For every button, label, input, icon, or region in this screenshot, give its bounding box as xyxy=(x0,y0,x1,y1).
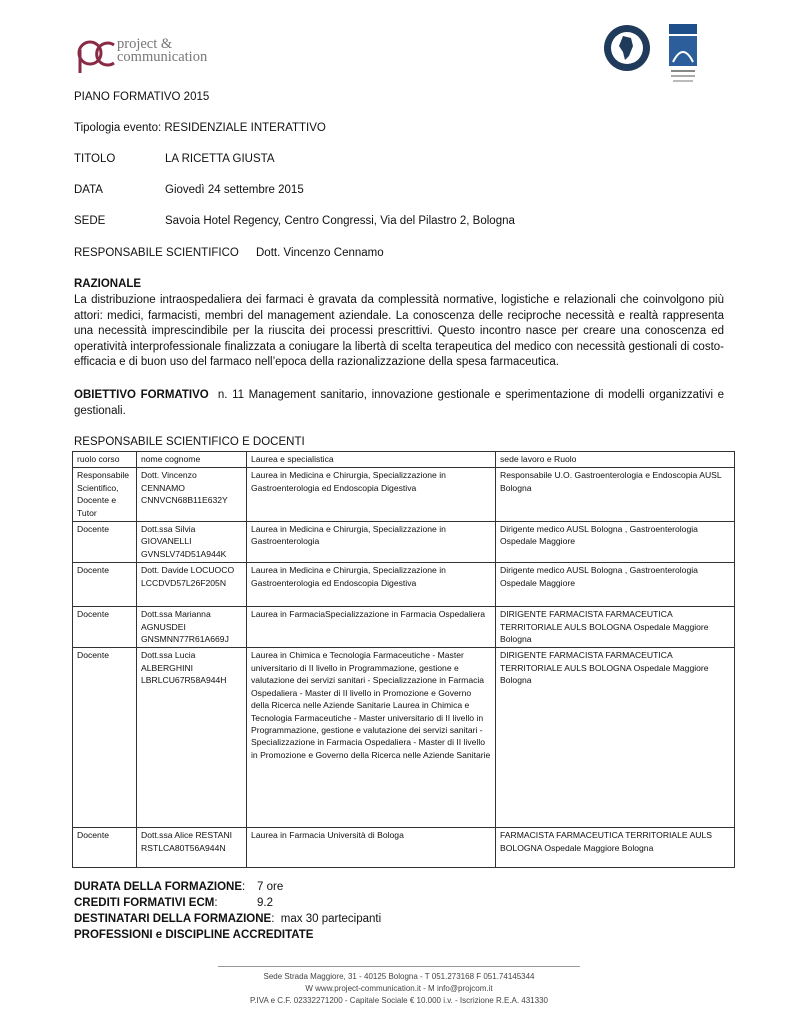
destinatari-value: max 30 partecipanti xyxy=(280,913,382,925)
cell-ruolo: Docente xyxy=(73,563,137,607)
cell-laurea: Laurea in Medicina e Chirurgia, Specializzazione in Gastroenterologia ed Endoscopia Digestiva xyxy=(247,563,496,607)
destinatari-label: DESTINATARI DELLA FORMAZIONE xyxy=(74,913,272,925)
piano-formativo: PIANO FORMATIVO 2015 xyxy=(74,91,210,103)
data-value: Giovedì 24 settembre 2015 xyxy=(165,184,304,196)
footer-legal: P.IVA e C.F. 02332271200 - Capitale Sociale € 10.000 i.v. - Iscrizione R.E.A. 431330 xyxy=(250,996,548,1005)
header-sede: sede lavoro e Ruolo xyxy=(496,452,735,468)
cell-laurea: Laurea in FarmaciaSpecializzazione in Farmacia Ospedaliera xyxy=(247,607,496,648)
table-row xyxy=(73,648,735,828)
header-ruolo: ruolo corso xyxy=(73,452,137,468)
cell-sede: DIRIGENTE FARMACISTA FARMACEUTICA TERRITORIALE AULS BOLOGNA Ospedale Maggiore Bologna xyxy=(496,648,735,828)
accredia-seal-icon xyxy=(603,24,651,72)
header-laurea: Laurea e specialistica xyxy=(247,452,496,468)
cell-ruolo: Docente xyxy=(73,648,137,828)
obiettivo-heading: OBIETTIVO FORMATIVO xyxy=(74,389,209,401)
responsabile-label: RESPONSABILE SCIENTIFICO xyxy=(74,247,239,259)
crediti-value: 9.2 xyxy=(257,897,273,909)
cell-nome: Dott.ssa Lucia ALBERGHINI LBRLCU67R58A944H xyxy=(137,648,247,828)
titolo-label: TITOLO xyxy=(74,153,116,165)
cell-ruolo: Docente xyxy=(73,828,137,868)
cell-sede: Responsabile U.O. Gastroenterologia e Endoscopia AUSL Bologna xyxy=(496,468,735,522)
pc-monogram-icon xyxy=(76,36,116,74)
cell-nome: Dott.ssa Alice RESTANI RSTLCA80T56A944N xyxy=(137,828,247,868)
cell-laurea: Laurea in Farmacia Università di Bologa xyxy=(247,828,496,868)
table-row xyxy=(73,522,735,563)
table-row xyxy=(73,563,735,607)
table-row xyxy=(73,468,735,522)
obiettivo-text: n. 11 Management sanitario, innovazione gestionale e sperimentazione di modelli organizzativi e gestionali. xyxy=(74,389,725,417)
footer-divider xyxy=(218,966,580,967)
table-row xyxy=(73,607,735,648)
cell-nome: Dott. Vincenzo CENNAMO CNNVCN68B11E632Y xyxy=(137,468,247,522)
cell-sede: Dirigente medico AUSL Bologna , Gastroenterologia Ospedale Maggiore xyxy=(496,522,735,563)
cell-ruolo: Docente xyxy=(73,522,137,563)
docenti-table xyxy=(72,451,735,868)
cell-laurea: Laurea in Chimica e Tecnologia Farmaceutiche - Master universitario di II livello in Programmazione, gestione e valutazione dei servizi sanitari - Specializzazione in Farmacia Ospedaliera - Master di II livello in Promozione e Governo della Ricerca nelle Aziende Sanitarie Laurea in Chimica e Tecnologia Farmaceutiche - Master universitario di II livello in Programmazione, gestione e valutazione dei servizi sanitari - Specializzazione in Farmacia Ospedaliera - Master di II livello in Promozione e Governo della Ricerca nelle Aziende Sanitarie xyxy=(247,648,496,828)
kiwa-certification-icon xyxy=(667,22,699,88)
header-nome: nome cognome xyxy=(137,452,247,468)
table-row xyxy=(73,828,735,868)
titolo-value: LA RICETTA GIUSTA xyxy=(165,153,275,165)
razionale-text: La distribuzione intraospedaliera dei farmaci è gravata da complessità normative, logistiche e relazionali che coinvolgono più attori: medici, farmacisti, membri del management aziendale. La conoscenza delle reciproche necessità e realtà rappresenta una necessità imprescindibile per la riuscita dei processi prescrittivi. Questo incontro nasce per creare una conoscenza ed operatività interprofessionale finalizzata a coniugare la libertà di scelta terapeutica del medico con necessità gestionali di costo-efficacia e di buon uso del farmaco nell’epoca della razionalizzazione della spesa farmaceutica. xyxy=(74,294,724,368)
footer-contacts: W www.project-communication.it - M info@projcom.it xyxy=(305,984,493,993)
tipologia-evento: Tipologia evento: RESIDENZIALE INTERATTIVO xyxy=(74,122,326,134)
cell-sede: FARMACISTA FARMACEUTICA TERRITORIALE AULS BOLOGNA Ospedale Maggiore Bologna xyxy=(496,828,735,868)
durata-value: 7 ore xyxy=(257,881,284,893)
cell-nome: Dott.ssa Silvia GIOVANELLI GVNSLV74D51A944K xyxy=(137,522,247,563)
data-label: DATA xyxy=(74,184,103,196)
cell-nome: Dott.ssa Marianna AGNUSDEI GNSMNN77R61A669J xyxy=(137,607,247,648)
footer-address: Sede Strada Maggiore, 31 - 40125 Bologna - T 051.273168 F 051.74145344 xyxy=(263,972,535,981)
destinatari-row: DESTINATARI DELLA FORMAZIONE: max 30 partecipanti xyxy=(74,913,382,925)
obiettivo-section xyxy=(74,388,724,419)
razionale-heading: RAZIONALE xyxy=(74,278,142,290)
professioni-label: PROFESSIONI e DISCIPLINE ACCREDITATE xyxy=(74,929,314,941)
cell-sede: Dirigente medico AUSL Bologna , Gastroenterologia Ospedale Maggiore xyxy=(496,563,735,607)
durata-label: DURATA DELLA FORMAZIONE xyxy=(74,881,243,893)
cell-ruolo: Docente xyxy=(73,607,137,648)
company-logo xyxy=(76,36,226,76)
sede-label: SEDE xyxy=(74,215,106,227)
table-title: RESPONSABILE SCIENTIFICO E DOCENTI xyxy=(74,436,305,448)
logo-line-2: communication xyxy=(117,49,208,65)
cell-nome: Dott. Davide LOCUOCO LCCDVD57L26F205N xyxy=(137,563,247,607)
crediti-row: CREDITI FORMATIVI ECM: xyxy=(74,897,218,909)
logo-line-1: project & xyxy=(117,36,173,52)
cell-sede: DIRIGENTE FARMACISTA FARMACEUTICA TERRITORIALE AULS BOLOGNA Ospedale Maggiore Bologna xyxy=(496,607,735,648)
durata-row: DURATA DELLA FORMAZIONE: xyxy=(74,881,246,893)
sede-value: Savoia Hotel Regency, Centro Congressi, Via del Pilastro 2, Bologna xyxy=(165,215,515,227)
table-header-row xyxy=(73,452,735,468)
cell-ruolo: Responsabile Scientifico, Docente e Tutor xyxy=(73,468,137,522)
responsabile-value: Dott. Vincenzo Cennamo xyxy=(256,247,384,259)
cell-laurea: Laurea in Medicina e Chirurgia, Specializzazione in Gastroenterologia xyxy=(247,522,496,563)
cell-laurea: Laurea in Medicina e Chirurgia, Specializzazione in Gastroenterologia ed Endoscopia Digestiva xyxy=(247,468,496,522)
crediti-label: CREDITI FORMATIVI ECM xyxy=(74,897,215,909)
